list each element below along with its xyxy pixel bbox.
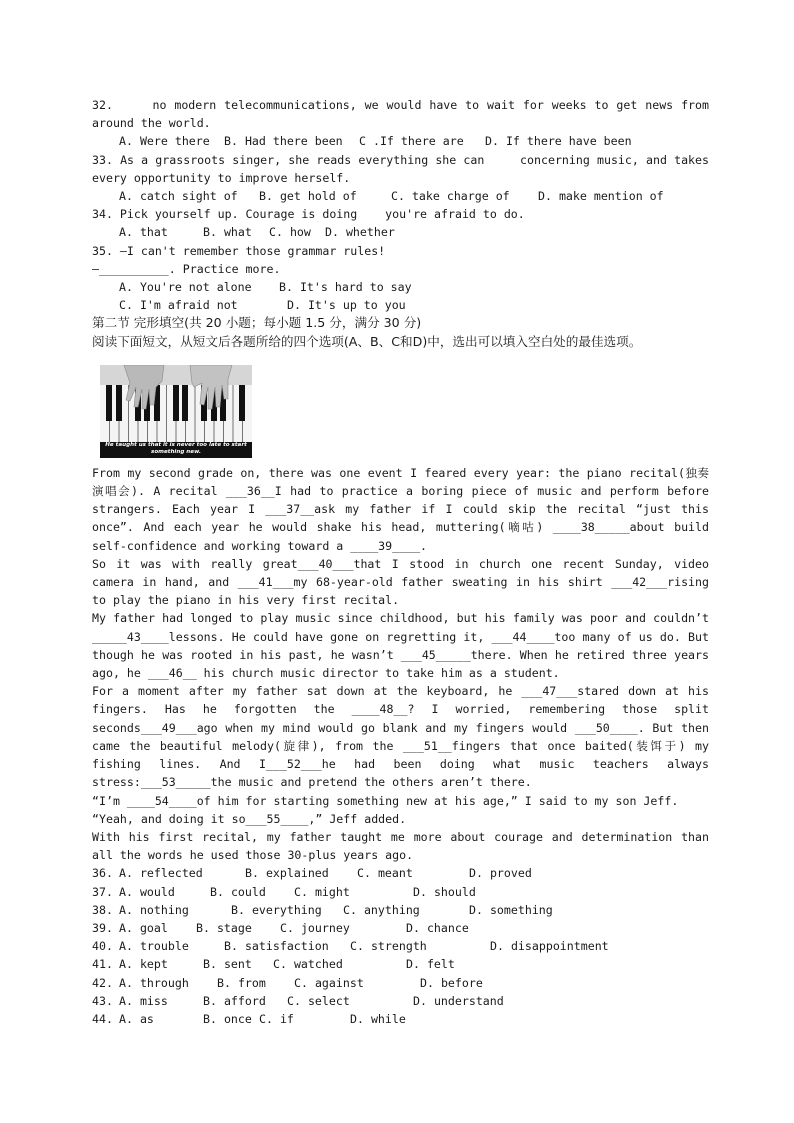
option: D. chance (406, 920, 469, 935)
answer-row-39 (92, 919, 709, 937)
option: D. while (350, 1011, 406, 1026)
option: D. whether (325, 225, 395, 240)
answer-number: 43. (92, 993, 113, 1008)
question-34-options (92, 223, 709, 241)
answer-row-40 (92, 937, 709, 955)
option: D. felt (406, 957, 455, 972)
passage-paragraph: From my second grade on, there was one event I feared every year: the piano recital(独奏演唱会). A recital ___36__I had to practice a boring piece of music and perform before strangers. Each year I ___37__ask my father if I could skip the recital “just this once”. And each year he would shake his head, muttering(嘀咕) ____38_____about build self-confidence and working toward a ____39____. (92, 465, 716, 553)
option: B. sent (203, 957, 252, 972)
option: C. take charge of (391, 189, 510, 204)
option: C. I'm afraid not (119, 298, 238, 313)
passage-paragraph: My father had longed to play music since childhood, but his family was poor and couldn’t _____43____lessons. He could have gone on regretting it, ___44____too many of us do. But though he was rooted in his past, he wasn’t ___45_____there. When he retired three years ago, he ___46__ his church music director to take him as a student. (92, 611, 716, 681)
figure-caption: He taught us that it is never too late to start something new. (100, 442, 252, 458)
option: C. journey (280, 920, 350, 935)
exam-page (92, 96, 716, 1028)
option: B. get hold of (259, 189, 357, 204)
option: C. if (259, 1011, 294, 1026)
option: B. could (210, 884, 266, 899)
option: B. from (217, 975, 266, 990)
piano-hands-image (100, 365, 252, 458)
answer-number: 39. (92, 920, 113, 935)
option: C. against (294, 975, 364, 990)
answer-row-38 (92, 901, 709, 919)
option: A. catch sight of (119, 189, 238, 204)
answer-row-37 (92, 883, 709, 901)
question-33-options (92, 187, 709, 205)
option: B. Had there been (224, 134, 343, 149)
answer-row-43 (92, 992, 709, 1010)
question-32-stem: 32. no modern telecommunications, we would have to wait for weeks to get news from around the world. (92, 98, 716, 131)
question-35-stem: 35. —I can't remember those grammar rules! (92, 243, 386, 258)
option: B. explained (245, 866, 329, 881)
question-34-stem: 34. Pick yourself up. Courage is doing you're afraid to do. (92, 207, 525, 222)
option: B. satisfaction (224, 939, 329, 954)
section-instruction: 阅读下面短文，从短文后各题所给的四个选项(A、B、C和D)中，选出可以填入空白处的最佳选项。 (92, 333, 642, 349)
answer-number: 37. (92, 884, 113, 899)
question-35-options-row2 (92, 296, 709, 314)
option: C. anything (343, 902, 420, 917)
option: B. what (203, 225, 252, 240)
option: A. You're not alone (119, 280, 252, 295)
section-title: 第二节 完形填空(共 20 小题；每小题 1.5 分，满分 30 分) (92, 315, 422, 331)
option: A. kept (119, 957, 168, 972)
question-33-stem: 33. As a grassroots singer, she reads everything she can concerning music, and takes every opportunity to improve herself. (92, 152, 716, 185)
passage-paragraph: So it was with really great___40___that I stood in church one recent Sunday, video camera in hand, and ___41___my 68-year-old father sweating in his shirt ___42___rising to play the piano in his very first recital. (92, 556, 716, 608)
option: A. through (119, 975, 189, 990)
question-35-reply: —__________. Practice more. (92, 261, 281, 276)
option: C. might (294, 884, 350, 899)
option: A. nothing (119, 902, 189, 917)
answer-number: 38. (92, 902, 113, 917)
option: C. watched (273, 957, 343, 972)
right-hand-icon (186, 365, 238, 417)
passage-paragraph: “I’m ____54____of him for starting something new at his age,” I said to my son Jeff. (92, 793, 679, 808)
option: D. It's up to you (287, 298, 406, 313)
option: C. strength (350, 939, 427, 954)
answer-number: 44. (92, 1011, 113, 1026)
answer-row-42 (92, 974, 709, 992)
option: B. stage (196, 920, 252, 935)
option: D. something (469, 902, 553, 917)
option: D. should (413, 884, 476, 899)
answer-number: 40. (92, 939, 113, 954)
option: B. everything (231, 902, 322, 917)
option: B. afford (203, 993, 266, 1008)
option: C. select (287, 993, 350, 1008)
answer-row-41 (92, 955, 709, 973)
option: D. understand (413, 993, 504, 1008)
option: D. make mention of (538, 189, 664, 204)
option: C. how (269, 225, 311, 240)
option: C .If there are (359, 134, 464, 149)
answer-number: 36. (92, 866, 113, 881)
question-32-options (92, 132, 709, 150)
option: B. It's hard to say (279, 280, 412, 295)
option: C. meant (357, 866, 413, 881)
answer-row-44 (92, 1010, 709, 1028)
option: A. reflected (119, 866, 203, 881)
option: A. that (119, 225, 168, 240)
answer-row-36 (92, 864, 709, 882)
option: D. If there have been (485, 134, 632, 149)
option: D. disappointment (490, 939, 609, 954)
option: A. trouble (119, 939, 189, 954)
passage-paragraph: “Yeah, and doing it so___55____,” Jeff added. (92, 811, 407, 826)
passage-paragraph: For a moment after my father sat down at the keyboard, he ___47___stared down at his fingers. Has he forgotten the ____48__? I worried, remembering those split seconds___49___ago when my mind would go blank and my fingers would ___50____. But then came the beautiful melody(旋律), from the ___51__fingers that once baited(装饵于) my fishing lines. And I___52___he had been doing what music teachers always stress:___53_____the music and pretend the others aren’t there. (92, 684, 716, 790)
passage-paragraph: With his first recital, my father taught me more about courage and determination than all the words he used those 30-plus years ago. (92, 829, 716, 863)
option: A. goal (119, 920, 168, 935)
option: A. miss (119, 993, 168, 1008)
option: D. before (420, 975, 483, 990)
option: D. proved (469, 866, 532, 881)
option: A. would (119, 884, 175, 899)
option: B. once (203, 1011, 252, 1026)
answer-number: 41. (92, 957, 113, 972)
left-hand-icon (118, 365, 170, 417)
answer-number: 42. (92, 975, 113, 990)
question-35-options-row1 (92, 278, 709, 296)
option: A. as (119, 1011, 154, 1026)
option: A. Were there (119, 134, 210, 149)
